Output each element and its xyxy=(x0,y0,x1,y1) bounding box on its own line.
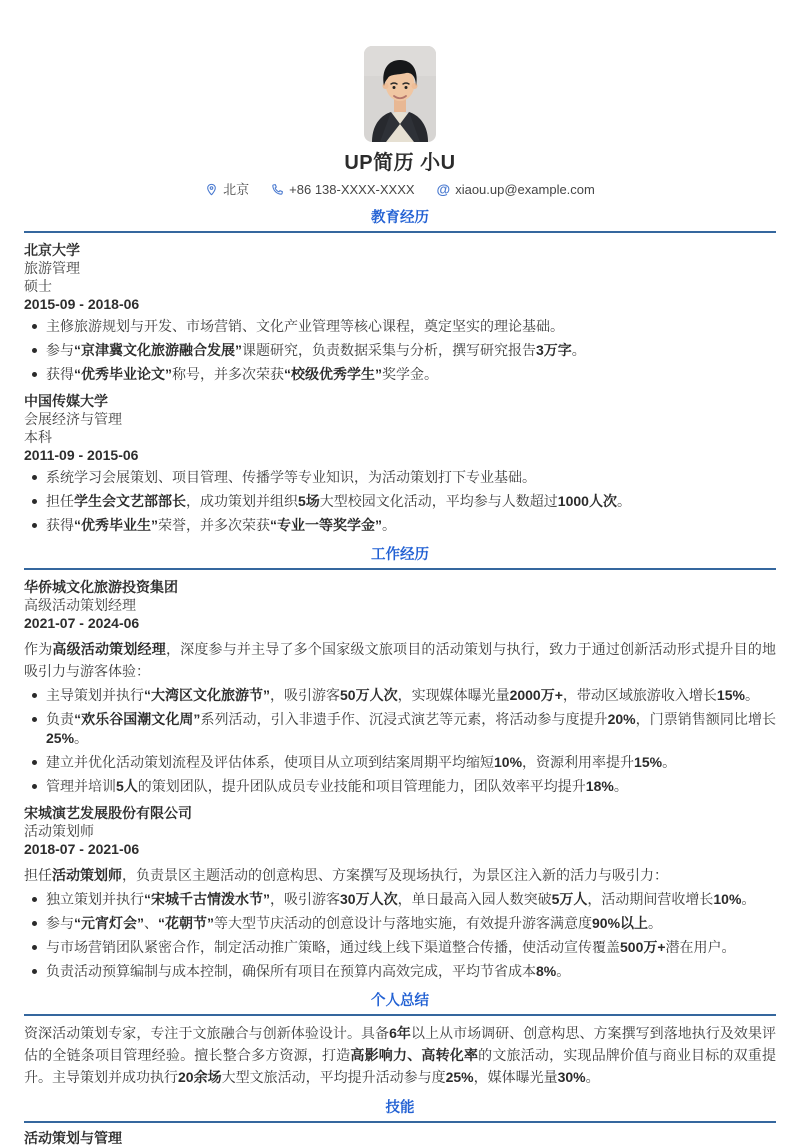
school-name: 北京大学 xyxy=(24,242,80,258)
bullet-dot xyxy=(32,760,37,765)
bullet-item xyxy=(24,516,776,535)
bullet-text: 参与“京津冀文化旅游融合发展”课题研究，负责数据采集与分析，撰写研究报告3万字。 xyxy=(46,342,586,358)
phone-icon xyxy=(271,183,284,196)
degree: 本科 xyxy=(24,429,52,445)
bullet-dot xyxy=(32,784,37,789)
bullet-dot xyxy=(32,475,37,480)
contact-location xyxy=(205,181,249,198)
bullet-item xyxy=(24,962,776,981)
major: 旅游管理 xyxy=(24,260,80,276)
bullet-text: 建立并优化活动策划流程及评估体系，使项目从立项到结案周期平均缩短10%，资源利用率提升15%。 xyxy=(46,754,677,770)
bullet-dot xyxy=(32,897,37,902)
work-entry-1 xyxy=(24,578,776,796)
bullet-text: 主导策划并执行“大湾区文化旅游节”，吸引游客50万人次，实现媒体曝光量2000万+，带动区域旅游收入增长15%。 xyxy=(46,687,759,703)
bullet-item xyxy=(24,710,776,748)
contact-email xyxy=(437,181,595,198)
bullet-item xyxy=(24,777,776,796)
bullet-item xyxy=(24,890,776,909)
bullet-text: 获得“优秀毕业论文”称号，并多次荣获“校级优秀学生”奖学金。 xyxy=(46,366,438,382)
profile-photo-illustration xyxy=(364,46,436,142)
role-summary: 作为高级活动策划经理，深度参与并主导了多个国家级文旅项目的活动策划与执行，致力于通过创新活动形式提升目的地吸引力与游客体验： xyxy=(24,641,777,679)
section-header-education xyxy=(24,210,776,233)
bullet-dot xyxy=(32,372,37,377)
candidate-name: UP简历 小U xyxy=(344,152,456,174)
contact-row xyxy=(24,181,776,198)
work-entry-2 xyxy=(24,804,776,981)
major: 会展经济与管理 xyxy=(24,411,122,427)
bullet-item xyxy=(24,753,776,772)
bullet-text: 获得“优秀毕业生”荣誉，并多次荣获“专业一等奖学金”。 xyxy=(46,517,396,533)
education-entry-2 xyxy=(24,392,776,535)
bullet-text: 参与“元宵灯会”、“花朝节”等大型节庆活动的创意设计与落地实施，有效提升游客满意度90%以上。 xyxy=(46,915,663,931)
bullet-dot xyxy=(32,324,37,329)
location-text: 北京 xyxy=(223,182,250,197)
bullet-list xyxy=(24,686,776,796)
bullet-list xyxy=(24,317,776,384)
bullet-item xyxy=(24,341,776,360)
bullet-text: 管理并培训5人的策划团队，提升团队成员专业技能和项目管理能力，团队效率平均提升18%。 xyxy=(46,778,628,794)
bullet-dot xyxy=(32,945,37,950)
contact-phone xyxy=(271,181,414,198)
section-title-education: 教育经历 xyxy=(371,210,429,226)
bullet-text: 与市场营销团队紧密合作，制定活动推广策略，通过线上线下渠道整合传播，使活动宣传覆盖500万+潜在用户。 xyxy=(46,939,736,955)
job-title: 活动策划师 xyxy=(24,823,94,839)
date-range: 2011-09 - 2015-06 xyxy=(24,447,139,463)
section-header-summary xyxy=(24,993,776,1016)
bullet-list xyxy=(24,890,776,981)
email-text: xiaou.up@example.com xyxy=(455,182,595,197)
resume-page xyxy=(24,46,776,1147)
bullet-text: 负责活动预算编制与成本控制，确保所有项目在预算内高效完成，平均节省成本8%。 xyxy=(46,963,571,979)
company-name: 宋城演艺发展股份有限公司 xyxy=(24,805,192,821)
profile-photo xyxy=(364,46,436,142)
bullet-list xyxy=(24,468,776,535)
bullet-text: 独立策划并执行“宋城千古情泼水节”，吸引游客30万人次，单日最高入园人数突破5万人，活动期间营收增长10%。 xyxy=(46,891,756,907)
job-title: 高级活动策划经理 xyxy=(24,597,136,613)
bullet-item xyxy=(24,914,776,933)
bullet-item xyxy=(24,317,776,336)
section-header-work xyxy=(24,547,776,570)
bullet-dot xyxy=(32,523,37,528)
bullet-dot xyxy=(32,693,37,698)
school-name: 中国传媒大学 xyxy=(24,393,108,409)
phone-text: +86 138-XXXX-XXXX xyxy=(289,182,415,197)
bullet-dot xyxy=(32,499,37,504)
education-entry-1 xyxy=(24,241,776,384)
date-range: 2015-09 - 2018-06 xyxy=(24,296,140,312)
at-icon: @ xyxy=(436,181,451,197)
bullet-item xyxy=(24,468,776,487)
bullet-item xyxy=(24,492,776,511)
location-pin-icon xyxy=(205,183,218,196)
section-title-skills: 技能 xyxy=(385,1100,415,1116)
bullet-text: 主修旅游规划与开发、市场营销、文化产业管理等核心课程，奠定坚实的理论基础。 xyxy=(46,318,564,334)
date-range: 2021-07 - 2024-06 xyxy=(24,615,140,631)
bullet-dot xyxy=(32,921,37,926)
header xyxy=(24,46,776,142)
bullet-text: 负责“欢乐谷国潮文化周”系列活动，引入非遗手作、沉浸式演艺等元素，将活动参与度提升20%，门票销售额同比增长25%。 xyxy=(46,711,777,746)
bullet-dot xyxy=(32,717,37,722)
company-name: 华侨城文化旅游投资集团 xyxy=(24,579,178,595)
personal-summary-paragraph: 资深活动策划专家，专注于文旅融合与创新体验设计。具备6年以上从市场调研、创意构思、方案撰写到落地执行及效果评估的全链条项目管理经验。擅长整合多方资源，打造高影响力、高转化率的文旅活动，实现品牌价值与商业目标的双重提升。主导策划并成功执行20余场大型文旅活动，平均提升活动参与度25%，媒体曝光量30%。 xyxy=(24,1025,777,1085)
skill-group-title: 活动策划与管理 xyxy=(24,1130,122,1146)
bullet-item xyxy=(24,686,776,705)
date-range: 2018-07 - 2021-06 xyxy=(24,841,140,857)
section-header-skills xyxy=(24,1100,776,1123)
bullet-item xyxy=(24,938,776,957)
degree: 硕士 xyxy=(24,278,52,294)
section-title-work: 工作经历 xyxy=(371,547,429,563)
bullet-dot xyxy=(32,348,37,353)
bullet-text: 系统学习会展策划、项目管理、传播学等专业知识，为活动策划打下专业基础。 xyxy=(46,469,536,485)
section-title-summary: 个人总结 xyxy=(371,993,429,1009)
role-summary: 担任活动策划师，负责景区主题活动的创意构思、方案撰写及现场执行，为景区注入新的活力与吸引力： xyxy=(24,867,668,883)
bullet-item xyxy=(24,365,776,384)
bullet-text: 担任学生会文艺部部长，成功策划并组织5场大型校园文化活动，平均参与人数超过1000人次。 xyxy=(46,493,631,509)
bullet-dot xyxy=(32,969,37,974)
